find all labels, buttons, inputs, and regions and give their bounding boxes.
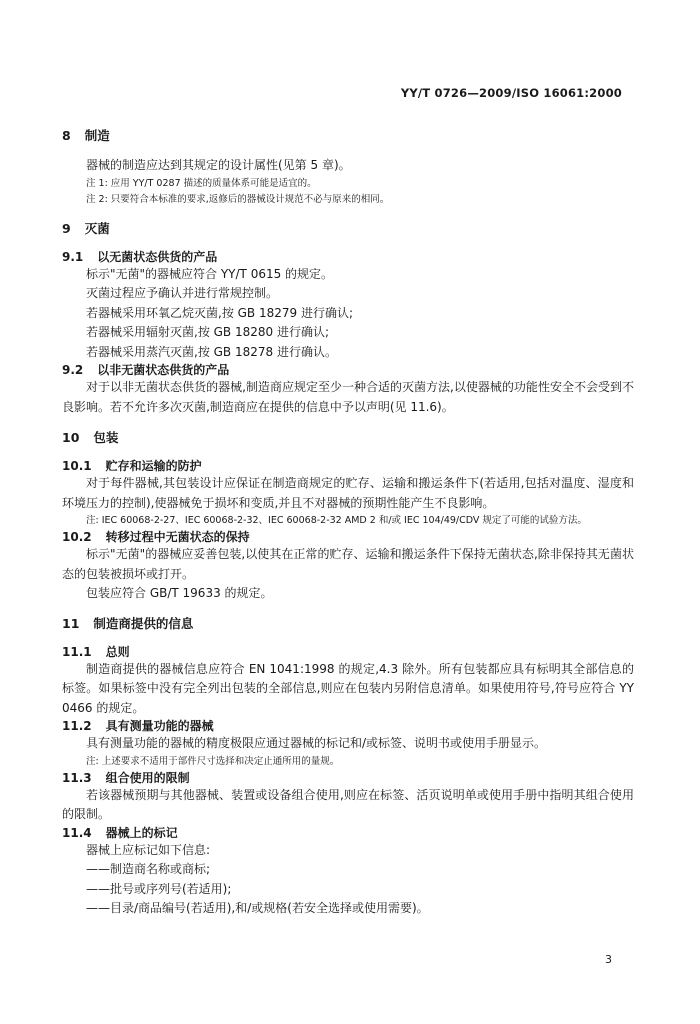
paragraph: 具有测量功能的器械的精度极限应通过器械的标记和/或标签、说明书或使用手册显示。 — [86, 736, 547, 750]
subsection-title: 具有测量功能的器械 — [105, 719, 214, 733]
subsection-number: 11.3 — [62, 770, 92, 785]
subsection-title: 组合使用的限制 — [105, 770, 190, 785]
paragraph: 包装应符合 GB/T 19633 的规定。 — [86, 586, 273, 600]
subsection-title: 以无菌状态供货的产品 — [97, 249, 218, 264]
subsection-number: 10.1 — [62, 459, 92, 473]
subsection-number: 9.2 — [62, 363, 84, 377]
list-item: ——制造商名称或商标; — [86, 862, 211, 876]
section-heading — [62, 128, 634, 144]
subsection-title: 贮存和运输的防护 — [105, 459, 202, 473]
page-number: 3 — [605, 953, 612, 966]
paragraph: 器械的制造应达到其规定的设计属性(见第 5 章)。 — [86, 158, 351, 172]
section-number: 8 — [62, 128, 71, 143]
section-heading — [62, 616, 634, 632]
paragraph: 标示"无菌"的器械应妥善包装,以使其在正常的贮存、运输和搬运条件下保持无菌状态,除非保持其无菌状态的包装被损坏或打开。 — [62, 547, 634, 581]
list-item: ——批号或序列号(若适用); — [86, 881, 232, 896]
subsection-heading — [62, 825, 634, 841]
subsection-number: 11.2 — [62, 719, 92, 733]
standard-code-header: YY/T 0726—2009/ISO 16061:2000 — [400, 86, 622, 100]
section-heading — [62, 430, 634, 446]
paragraph: 对于每件器械,其包装设计应保证在制造商规定的贮存、运输和搬运条件下(若适用,包括对温度、湿度和环境压力的控制),使器械免于损坏和变质,并且不对器械的预期性能产生不良影响。 — [62, 476, 634, 510]
paragraph: 灭菌过程应予确认并进行常规控制。 — [86, 286, 279, 300]
document-body — [62, 128, 634, 919]
subsection-title: 总则 — [105, 644, 130, 659]
section-number: 10 — [62, 430, 80, 445]
section-title: 制造商提供的信息 — [93, 615, 194, 631]
subsection-number: 11.4 — [62, 825, 92, 840]
paragraph: 标示"无菌"的器械应符合 YY/T 0615 的规定。 — [86, 266, 334, 281]
note: 注 2: 只要符合本标准的要求,返修后的器械设计规范不必与原来的相同。 — [86, 193, 390, 205]
subsection-title: 器械上的标记 — [105, 825, 178, 840]
paragraph: 器械上应标记如下信息: — [86, 842, 211, 857]
subsection-heading — [62, 770, 634, 786]
subsection-heading — [62, 644, 634, 660]
paragraph: 若器械采用蒸汽灭菌,按 GB 18278 进行确认。 — [86, 344, 337, 359]
section-title: 包装 — [93, 430, 119, 445]
paragraph: 若该器械预期与其他器械、装置或设备组合使用,则应在标签、活页说明单或使用手册中指明其组合使用的限制。 — [62, 787, 634, 821]
subsection-number: 11.1 — [62, 644, 92, 659]
subsection-heading — [62, 458, 634, 474]
section-number: 11 — [62, 615, 80, 631]
note: 注 1: 应用 YY/T 0287 描述的质量体系可能是适宜的。 — [86, 177, 317, 189]
subsection-heading — [62, 718, 634, 734]
section-number: 9 — [62, 220, 71, 236]
section-title: 制造 — [84, 128, 110, 143]
paragraph: 对于以非无菌状态供货的器械,制造商应规定至少一种合适的灭菌方法,以使器械的功能性安全不会受到不良影响。若不允许多次灭菌,制造商应在提供的信息中予以声明(见 11.6)。 — [62, 380, 634, 414]
subsection-title: 以非无菌状态供货的产品 — [97, 363, 230, 377]
note: 注: 上述要求不适用于部件尺寸选择和决定止通所用的量规。 — [86, 755, 340, 767]
paragraph: 若器械采用辐射灭菌,按 GB 18280 进行确认; — [86, 325, 330, 339]
section-heading — [62, 221, 634, 237]
section-title: 灭菌 — [84, 220, 110, 236]
paragraph: 若器械采用环氧乙烷灭菌,按 GB 18279 进行确认; — [86, 305, 354, 320]
paragraph: 制造商提供的器械信息应符合 EN 1041:1998 的规定,4.3 除外。所有包装都应具有标明其全部信息的标签。如果标签中没有完全列出包装的全部信息,则应在包装内另附信息清单。如果使用符号,符号应符合 YY 0466 的规定。 — [62, 661, 634, 715]
list-item: ——目录/商品编号(若适用),和/或规格(若安全选择或使用需要)。 — [86, 901, 429, 915]
subsection-title: 转移过程中无菌状态的保持 — [105, 530, 250, 544]
subsection-heading — [62, 249, 634, 265]
subsection-heading — [62, 529, 634, 545]
subsection-number: 9.1 — [62, 249, 84, 264]
note: 注: IEC 60068-2-27、IEC 60068-2-32、IEC 60068-2-32 AMD 2 和/或 IEC 104/49/CDV 规定了可能的试验方法。 — [86, 515, 587, 526]
subsection-heading — [62, 362, 634, 378]
subsection-number: 10.2 — [62, 530, 92, 544]
